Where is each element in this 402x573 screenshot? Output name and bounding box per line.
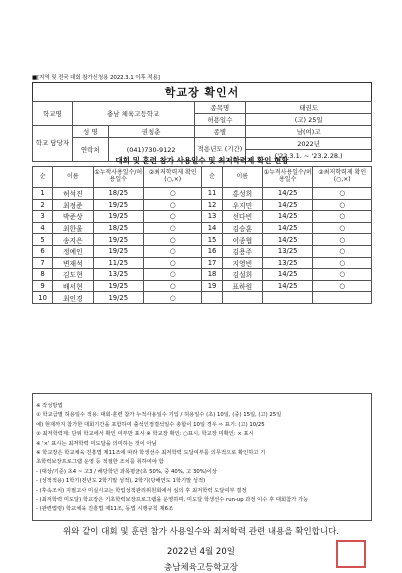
official-seal	[336, 540, 366, 568]
student-name-cell: 지영빈	[222, 257, 262, 269]
table-row	[33, 211, 372, 223]
student-no-cell: 12	[202, 199, 222, 211]
student-name-cell: 허석진	[53, 188, 93, 200]
student-name-cell: 배서현	[53, 280, 93, 292]
student-name-cell: 홍성희	[222, 188, 262, 200]
student-ok-cell: ○	[143, 257, 202, 269]
student-ok-cell: ○	[143, 188, 202, 200]
note-line: 초학력보장프로그램 운영 등 적절한 조치를 취하여야 함	[36, 459, 164, 466]
header-minimum: ②최저학력제 확인(○,×)	[143, 167, 202, 188]
student-no-cell: 8	[33, 269, 53, 281]
note-line: ② 최저학력제: 단위 학교에서 확인 여부만 표시 ※ 학교장 확인: ○표시, 학교장 미확인: × 표시	[36, 431, 254, 438]
student-no-cell: 7	[33, 257, 53, 269]
student-ok-cell: ○	[143, 211, 202, 223]
student-name-cell	[222, 292, 262, 304]
student-name-cell: 변재석	[53, 257, 93, 269]
event-value: 태권도	[246, 102, 372, 114]
student-name-cell: 표하원	[222, 280, 262, 292]
student-no-cell: 19	[202, 280, 222, 292]
student-days-cell: 14/25	[262, 222, 312, 234]
student-ok-cell: ○	[313, 257, 372, 269]
student-days-cell: 14/25	[262, 280, 312, 292]
student-name-cell: 송지은	[53, 234, 93, 246]
note-line: - (성적적용) 1학기(전년도 2학기말 성적), 2학기(당해연도 1학기말 성적)	[36, 478, 206, 485]
student-ok-cell: ○	[143, 292, 202, 304]
student-name-cell: 박준상	[53, 211, 93, 223]
student-days-cell: 11/25	[93, 257, 143, 269]
note-line: ※ 작성방법	[36, 403, 63, 409]
student-no-cell: 5	[33, 234, 53, 246]
student-no-cell: 16	[202, 245, 222, 257]
event-label: 종목명	[194, 102, 246, 114]
category-label: 종별	[194, 126, 246, 138]
header-days: ①누적사용일수/허용일수	[262, 167, 312, 188]
note-line: 예) 현재까지 참가한 대회기간을 포함하여 출석인정결석일수 총합이 10일 경우 ⇨ 표기: (고) 10/25	[36, 421, 265, 428]
student-ok-cell: ○	[313, 222, 372, 234]
student-ok-cell: ○	[143, 234, 202, 246]
table-row	[33, 269, 372, 281]
days-value: (고) 25일	[246, 114, 372, 126]
table-row	[33, 292, 372, 304]
header-minimum: ②최저학력제 확인(○,×)	[313, 167, 372, 188]
student-ok-cell: ○	[313, 188, 372, 200]
student-days-cell: 19/25	[93, 280, 143, 292]
table-row	[33, 188, 372, 200]
student-ok-cell: ○	[313, 280, 372, 292]
issuer-name: 충남체육고등학교장	[164, 563, 238, 573]
student-ok-cell: ○	[313, 211, 372, 223]
header-name: 이름	[222, 167, 262, 188]
header-days: ①누적사용일수/허용일수	[93, 167, 143, 188]
header-no: 순	[202, 167, 222, 188]
table-row	[33, 234, 372, 246]
note-line: ※ '×' 표시는 최저학력 미도달을 의미하는 것이 아님	[36, 440, 157, 447]
table-header-row	[33, 167, 372, 188]
student-days-cell: 18/25	[93, 222, 143, 234]
year-label: 적용년도 (기간)	[194, 138, 246, 162]
student-no-cell: 6	[33, 245, 53, 257]
period-value: ('22.3.1. ~ '23.2.28.)	[246, 150, 372, 162]
student-no-cell: 11	[202, 188, 222, 200]
student-days-cell: 19/25	[93, 211, 143, 223]
header-name: 이름	[53, 167, 93, 188]
student-name-cell: 선다빈	[222, 211, 262, 223]
student-ok-cell: ○	[143, 245, 202, 257]
student-name-cell: 최정준	[53, 199, 93, 211]
table-row	[33, 199, 372, 211]
header-note: ■[지역 및 전국 대회 참가신청용 2022.3.1 이후 적용]	[32, 75, 160, 81]
note-line: ① 학교급별 허용일수 적용: 대회·훈련 참가 누적사용일수 기입 / 허용일수 (초) 10일, (중) 15일, (고) 25일	[36, 412, 282, 419]
contact-value: (041)730-9122	[108, 138, 194, 162]
document-title: 학교장 확인서	[32, 82, 372, 102]
student-no-cell: 18	[202, 269, 222, 281]
student-days-cell: 14/25	[262, 211, 312, 223]
student-days-cell: 19/25	[93, 199, 143, 211]
student-ok-cell: ○	[313, 234, 372, 246]
student-ok-cell: ○	[313, 269, 372, 281]
header-no: 순	[33, 167, 53, 188]
student-name-cell: 김용주	[222, 245, 262, 257]
student-no-cell: 10	[33, 292, 53, 304]
student-no-cell: 17	[202, 257, 222, 269]
student-name-cell: 최인경	[53, 292, 93, 304]
student-ok-cell: ○	[313, 245, 372, 257]
student-ok-cell: ○	[143, 269, 202, 281]
table-row	[33, 245, 372, 257]
student-no-cell: 14	[202, 222, 222, 234]
student-no-cell: 2	[33, 199, 53, 211]
student-name-cell: 최한울	[53, 222, 93, 234]
manager-label: 학교 담당자	[33, 126, 73, 162]
student-days-cell: 14/25	[262, 234, 312, 246]
student-days-cell: 13/25	[93, 269, 143, 281]
name-label: 성 명	[72, 126, 108, 138]
days-label: 허용일수	[194, 114, 246, 126]
table-row	[33, 257, 372, 269]
student-ok-cell: ○	[143, 280, 202, 292]
student-name-cell: 김도현	[53, 269, 93, 281]
student-name-cell: 정예인	[53, 245, 93, 257]
student-days-cell: 14/25	[262, 188, 312, 200]
list-title: 대회 및 훈련 참가 사용일수 및 최저학력제 확인 현황	[115, 156, 289, 165]
note-line: - (관련법령) 학교체육 진흥법 제11조, 동법 시행규칙 제6조	[36, 506, 174, 513]
student-days-cell: 18/25	[93, 188, 143, 200]
note-line: - (후속조치) 지필고사 미실시교는 학업성적관리위원회에서 심의 후 최저학력 도달여부 결정	[36, 487, 247, 494]
student-name-cell: 김승훈	[222, 222, 262, 234]
student-no-cell: 9	[33, 280, 53, 292]
year-value: 2022년	[246, 138, 372, 150]
student-days-cell: 19/25	[93, 292, 143, 304]
student-ok-cell	[313, 292, 372, 304]
category-value: 남(여)고	[246, 126, 372, 138]
student-no-cell: 13	[202, 211, 222, 223]
student-ok-cell: ○	[143, 222, 202, 234]
student-days-cell: 13/25	[262, 257, 312, 269]
student-days-cell: 14/25	[262, 269, 312, 281]
note-line: - (대상/기준) 초4 ~ 고3 / 해당학년 과목평균(초 50%, 중 40%, 고 30%)이상	[36, 468, 218, 475]
student-no-cell: 3	[33, 211, 53, 223]
notes-section	[36, 402, 368, 515]
student-no-cell: 4	[33, 222, 53, 234]
student-no-cell: 15	[202, 234, 222, 246]
student-no-cell: 1	[33, 188, 53, 200]
student-ok-cell: ○	[143, 199, 202, 211]
info-table	[32, 101, 372, 162]
school-name: 충남 체육고등학교	[72, 102, 194, 126]
student-days-cell: 13/25	[262, 245, 312, 257]
student-name-cell: 이종협	[222, 234, 262, 246]
student-name-cell: 우지민	[222, 199, 262, 211]
student-days-cell: 14/25	[262, 199, 312, 211]
school-label: 학교명	[33, 102, 73, 126]
note-line: - (최저학력 미도달) 학교장은 기초학력보장프로그램을 운영하며, 미도달 학생선수 run-up 과정 이수 후 대회참가 가능	[36, 497, 309, 504]
name-value: 권칭춘	[108, 126, 194, 138]
table-row	[33, 280, 372, 292]
issue-date: 2022년 4월 20일	[167, 547, 235, 557]
student-table	[32, 166, 372, 304]
table-row	[33, 222, 372, 234]
student-days-cell: 19/25	[93, 234, 143, 246]
student-days-cell	[262, 292, 312, 304]
student-no-cell	[202, 292, 222, 304]
student-name-cell: 김설희	[222, 269, 262, 281]
student-days-cell: 19/25	[93, 245, 143, 257]
note-line: ※ 학교장은 학교체육 진흥법 제11조에 따라 학생선수 최저학력 도달여부를 의무적으로 확인하고 기	[36, 450, 266, 457]
student-ok-cell: ○	[313, 199, 372, 211]
contact-label: 연락처	[72, 138, 108, 162]
confirm-statement: 위와 같이 대회 및 훈련 참가 사용일수와 최저학력 관련 내용을 확인합니다.	[62, 527, 340, 537]
